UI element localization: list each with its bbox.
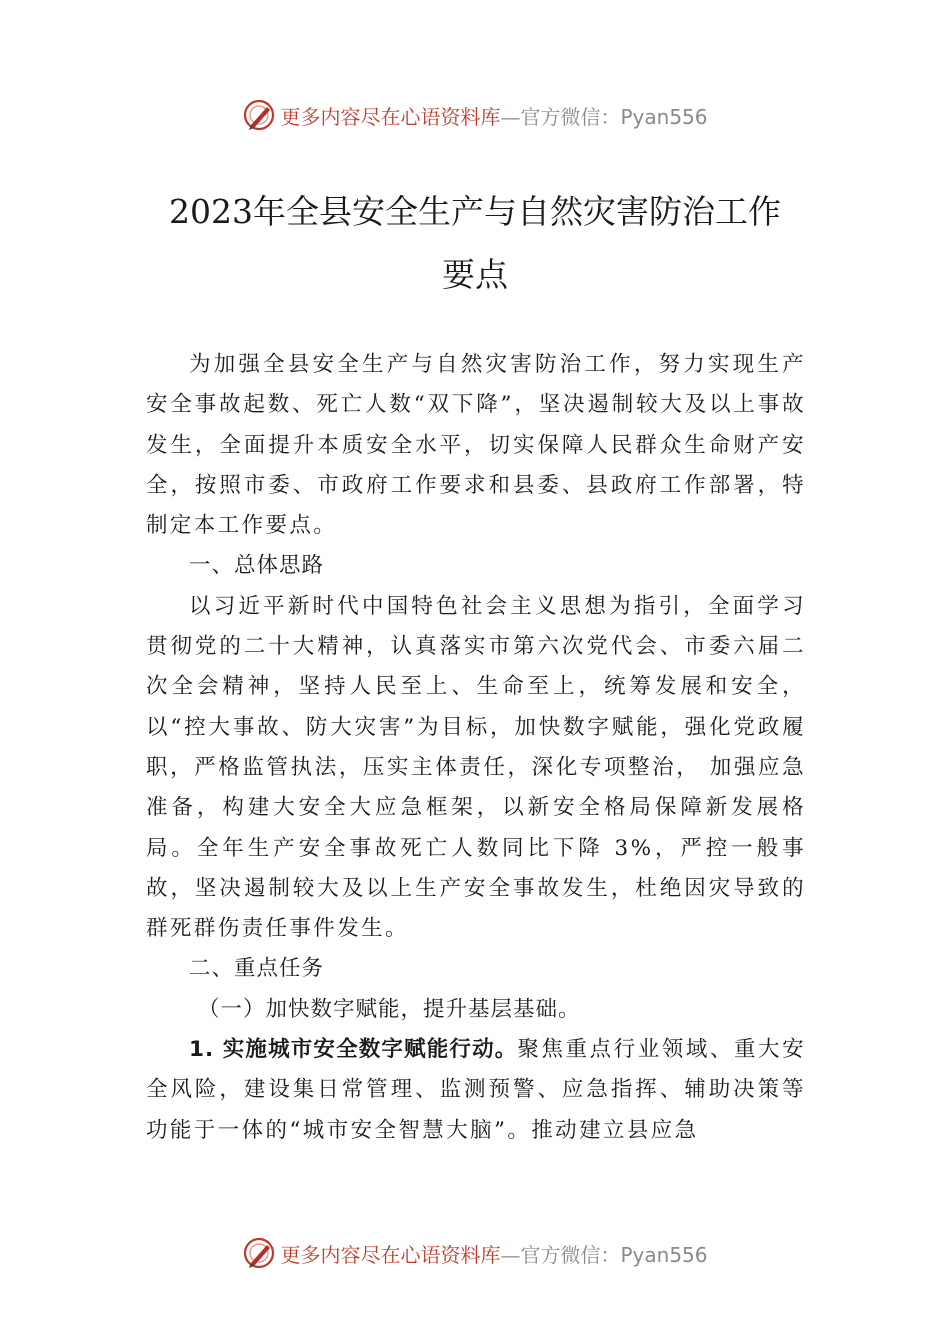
item-1-paragraph	[146, 1030, 806, 1151]
item-1-lead: 1. 实施城市安全数字赋能行动。	[189, 1037, 518, 1063]
section-1-heading: 一、总体思路	[189, 553, 325, 579]
banner-wechat-id: Pyan556	[620, 1242, 708, 1267]
banner-wechat-id: Pyan556	[620, 104, 708, 129]
section-1-paragraph: 以习近平新时代中国特色社会主义思想为指引，全面学习贯彻党的二十大精神，认真落实市第六次党代会、市委六届二次全会精神，坚持人民至上、生命至上，统筹发展和安全，以“控大事故、防大灾害”为目标，加快数字赋能，强化党政履职，严格监管执法，压实主体责任，深化专项整治， 加强应急准备，构建大安全大应急框架，以新安全格局保障新发展格局。全年生产安全事故死亡人数同比下降 3%，严控一般事故，坚决遏制较大及以上生产安全事故发生，杜绝因灾导致的群死群伤责任事件发生。	[146, 593, 806, 942]
banner-red-text: 更多内容尽在心语资料库	[280, 104, 501, 129]
intro-paragraph: 为加强全县安全生产与自然灾害防治工作，努力实现生产安全事故起数、死亡人数“双下降”，坚决遏制较大及以上事故发生，全面提升本质安全水平，切实保障人民群众生命财产安全，按照市委、市政府工作要求和县委、县政府工作部署，特制定本工作要点。	[146, 352, 806, 539]
document-body	[146, 345, 806, 1151]
footer-watermark-banner	[0, 1233, 950, 1273]
document-title	[130, 180, 820, 306]
banner-text	[280, 101, 707, 130]
pen-logo-icon	[242, 1236, 276, 1270]
pen-logo-icon	[242, 98, 276, 132]
banner-text	[280, 1239, 707, 1268]
banner-gray-text: 官方微信：	[520, 104, 621, 129]
banner-red-text: 更多内容尽在心语资料库	[280, 1242, 501, 1267]
subsection-1-heading: （一）加快数字赋能，提升基层基础。	[198, 996, 581, 1022]
item-1-text: 聚焦重点行业领域、重大安全风险，建设集日常管理、监测预警、应急指挥、辅助决策等功能于一体的“城市安全智慧大脑”。推动建立县应急	[146, 1037, 806, 1143]
title-line-1: 2023年全县安全生产与自然灾害防治工作	[169, 192, 781, 231]
banner-gray-text: 官方微信：	[520, 1242, 621, 1267]
section-2-heading: 二、重点任务	[189, 956, 325, 982]
banner-dash: —	[500, 1242, 521, 1267]
title-line-2: 要点	[442, 255, 508, 294]
header-watermark-banner	[0, 95, 950, 135]
banner-dash: —	[500, 104, 521, 129]
